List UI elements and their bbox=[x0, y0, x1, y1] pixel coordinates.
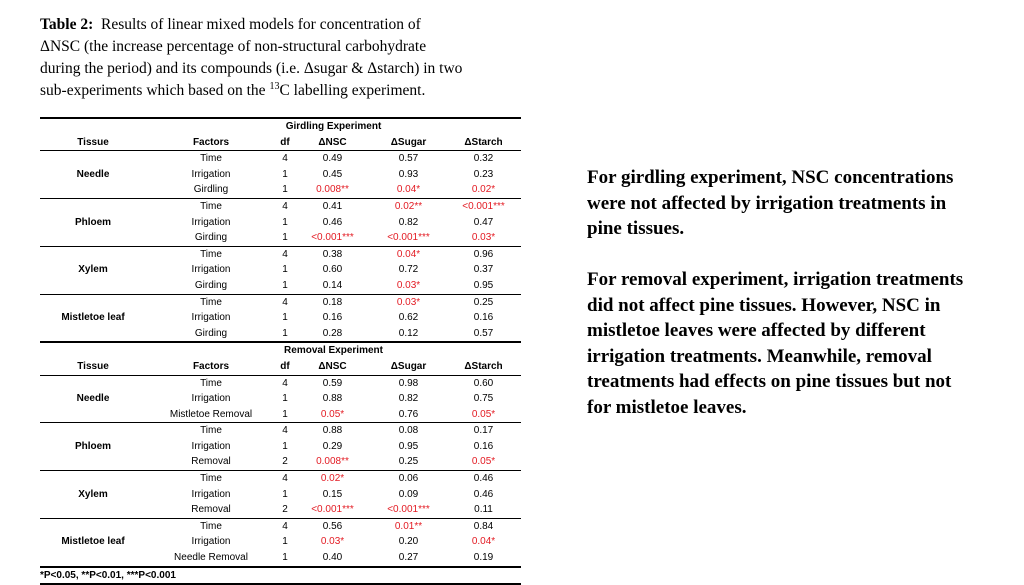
tissue-cell: Phloem bbox=[74, 440, 112, 452]
nsc-pvalue-cell: 0.008** bbox=[316, 456, 349, 468]
tissue-cell: Xylem bbox=[78, 488, 108, 500]
starch-pvalue-cell: 0.46 bbox=[473, 488, 494, 500]
factor-cell: Time bbox=[146, 518, 276, 534]
nsc-pvalue-cell: <0.001*** bbox=[311, 504, 354, 516]
df-cell: 4 bbox=[276, 423, 294, 439]
factor-cell: Irrigation bbox=[191, 264, 231, 276]
tissue-cell: Mistletoe leaf bbox=[61, 536, 125, 548]
table-row bbox=[40, 326, 521, 343]
df-cell: 1 bbox=[282, 264, 288, 276]
starch-pvalue-cell: <0.001*** bbox=[446, 198, 521, 214]
starch-pvalue-cell: 0.16 bbox=[473, 440, 494, 452]
starch-pvalue-cell: 0.75 bbox=[473, 393, 494, 405]
sugar-pvalue-cell: 0.09 bbox=[398, 488, 419, 500]
sugar-pvalue-cell: 0.03* bbox=[371, 294, 446, 310]
footnote-row bbox=[40, 567, 521, 585]
header-df: df bbox=[276, 135, 294, 151]
table-row bbox=[40, 487, 521, 503]
nsc-pvalue-cell: 0.88 bbox=[294, 423, 371, 439]
factor-cell: Girding bbox=[194, 327, 228, 339]
empty-cell bbox=[40, 342, 146, 359]
table-row bbox=[40, 502, 521, 518]
header-nsc: ΔNSC bbox=[294, 135, 371, 151]
factor-cell: Irrigation bbox=[191, 440, 231, 452]
sugar-pvalue-cell: 0.76 bbox=[398, 408, 419, 420]
tissue-cell: Mistletoe leaf bbox=[61, 312, 125, 324]
tissue-cell bbox=[40, 407, 146, 423]
table-row bbox=[40, 550, 521, 567]
df-cell: 1 bbox=[282, 536, 288, 548]
table-row bbox=[40, 454, 521, 470]
sugar-pvalue-cell: 0.02** bbox=[371, 198, 446, 214]
sugar-pvalue-cell: 0.04* bbox=[396, 184, 421, 196]
header-starch: ΔStarch bbox=[446, 135, 521, 151]
sugar-pvalue-cell: 0.04* bbox=[371, 246, 446, 262]
df-cell: 4 bbox=[282, 377, 288, 389]
df-cell: 1 bbox=[282, 312, 288, 324]
tissue-cell bbox=[40, 550, 146, 567]
starch-pvalue-cell: 0.46 bbox=[446, 471, 521, 487]
table-row bbox=[40, 215, 521, 231]
caption-label: Table 2: bbox=[40, 16, 94, 33]
tissue-cell bbox=[40, 246, 146, 262]
caption-line2: ΔNSC (the increase percentage of non-structural carbohydrate bbox=[40, 38, 427, 55]
nsc-pvalue-cell: 0.38 bbox=[294, 246, 371, 262]
starch-pvalue-cell: 0.25 bbox=[446, 294, 521, 310]
df-cell: 4 bbox=[276, 198, 294, 214]
df-cell: 1 bbox=[282, 279, 288, 291]
tissue-cell bbox=[40, 182, 146, 198]
nsc-pvalue-cell: 0.29 bbox=[322, 440, 343, 452]
caption-line1: Results of linear mixed models for concentration of bbox=[101, 16, 421, 33]
girdling-note: For girdling experiment, NSC concentrations were not affected by irrigation treatments in pine tissues. bbox=[587, 167, 954, 240]
sugar-pvalue-cell: 0.01** bbox=[371, 518, 446, 534]
table-row bbox=[40, 151, 521, 167]
sugar-pvalue-cell: <0.001*** bbox=[387, 232, 430, 244]
tissue-cell bbox=[40, 471, 146, 487]
starch-pvalue-cell: 0.37 bbox=[473, 264, 494, 276]
nsc-pvalue-cell: 0.41 bbox=[294, 198, 371, 214]
results-table-body bbox=[40, 118, 521, 584]
starch-pvalue-cell: 0.05* bbox=[471, 408, 496, 420]
nsc-pvalue-cell: 0.15 bbox=[322, 488, 343, 500]
sugar-pvalue-cell: 0.03* bbox=[396, 279, 421, 291]
factor-cell: Irrigation bbox=[191, 536, 231, 548]
df-cell: 4 bbox=[276, 294, 294, 310]
sugar-pvalue-cell: 0.95 bbox=[398, 440, 419, 452]
nsc-pvalue-cell: 0.46 bbox=[322, 216, 343, 228]
header-factor: Factors bbox=[146, 359, 276, 375]
sugar-pvalue-cell: 0.72 bbox=[398, 264, 419, 276]
starch-pvalue-cell: 0.95 bbox=[473, 279, 494, 291]
header-sugar: ΔSugar bbox=[371, 359, 446, 375]
table-row bbox=[40, 407, 521, 423]
table-row bbox=[40, 471, 521, 487]
table-caption bbox=[40, 14, 520, 102]
factor-cell: Removal bbox=[191, 504, 231, 516]
tissue-cell bbox=[40, 518, 146, 534]
nsc-pvalue-cell: 0.02* bbox=[294, 471, 371, 487]
sugar-pvalue-cell: 0.98 bbox=[398, 377, 419, 389]
starch-pvalue-cell: 0.04* bbox=[471, 536, 496, 548]
starch-pvalue-cell: 0.32 bbox=[473, 153, 494, 165]
starch-pvalue-cell: 0.02* bbox=[471, 184, 496, 196]
factor-cell: Removal bbox=[191, 456, 231, 468]
sugar-pvalue-cell: 0.82 bbox=[398, 216, 419, 228]
empty-cell bbox=[40, 118, 146, 135]
caption-superscript: 13 bbox=[269, 80, 280, 92]
df-cell: 1 bbox=[282, 216, 288, 228]
header-starch: ΔStarch bbox=[446, 359, 521, 375]
caption-line4-post: C labelling experiment. bbox=[279, 82, 426, 99]
header-sugar: ΔSugar bbox=[371, 135, 446, 151]
table-row bbox=[40, 230, 521, 246]
tissue-cell bbox=[40, 423, 146, 439]
nsc-pvalue-cell: 0.28 bbox=[322, 327, 343, 339]
factor-cell: Mistletoe Removal bbox=[169, 408, 253, 420]
sugar-pvalue-cell: 0.93 bbox=[398, 168, 419, 180]
tissue-cell bbox=[40, 294, 146, 310]
df-cell: 1 bbox=[282, 488, 288, 500]
df-cell: 1 bbox=[282, 327, 288, 339]
starch-pvalue-cell: 0.03* bbox=[471, 232, 496, 244]
factor-cell: Irrigation bbox=[191, 168, 231, 180]
table-row bbox=[40, 262, 521, 278]
factor-cell: Irrigation bbox=[191, 216, 231, 228]
factor-cell: Time bbox=[146, 294, 276, 310]
starch-pvalue-cell: 0.23 bbox=[473, 168, 494, 180]
factor-cell: Girding bbox=[194, 232, 228, 244]
caption-line4-pre: sub-experiments which based on the bbox=[40, 82, 270, 99]
starch-pvalue-cell: 0.84 bbox=[446, 518, 521, 534]
df-cell: 4 bbox=[276, 246, 294, 262]
tissue-cell bbox=[40, 375, 146, 391]
df-cell: 4 bbox=[282, 153, 288, 165]
starch-pvalue-cell: 0.96 bbox=[446, 246, 521, 262]
tissue-cell: Needle bbox=[76, 168, 110, 180]
sugar-pvalue-cell: <0.001*** bbox=[387, 504, 430, 516]
header-tissue: Tissue bbox=[40, 359, 146, 375]
nsc-pvalue-cell: 0.56 bbox=[294, 518, 371, 534]
column-header-row bbox=[40, 359, 521, 375]
df-cell: 4 bbox=[276, 471, 294, 487]
df-cell: 1 bbox=[282, 232, 288, 244]
nsc-pvalue-cell: 0.49 bbox=[322, 153, 343, 165]
nsc-pvalue-cell: 0.59 bbox=[322, 377, 343, 389]
significance-footnote: *P<0.05, **P<0.01, ***P<0.001 bbox=[40, 567, 521, 585]
tissue-cell bbox=[40, 502, 146, 518]
nsc-pvalue-cell: 0.16 bbox=[322, 312, 343, 324]
df-cell: 4 bbox=[276, 518, 294, 534]
starch-pvalue-cell: 0.57 bbox=[473, 327, 494, 339]
girdling-section-title: Girdling Experiment bbox=[146, 118, 521, 135]
table-row bbox=[40, 534, 521, 550]
table-row bbox=[40, 198, 521, 214]
sugar-pvalue-cell: 0.25 bbox=[398, 456, 419, 468]
nsc-pvalue-cell: <0.001*** bbox=[311, 232, 354, 244]
df-cell: 1 bbox=[282, 408, 288, 420]
nsc-pvalue-cell: 0.60 bbox=[322, 264, 343, 276]
header-factor: Factors bbox=[146, 135, 276, 151]
factor-cell: Girding bbox=[194, 279, 228, 291]
header-nsc: ΔNSC bbox=[294, 359, 371, 375]
df-cell: 2 bbox=[282, 504, 288, 516]
removal-section-title-row bbox=[40, 342, 521, 359]
table-row bbox=[40, 167, 521, 183]
sugar-pvalue-cell: 0.62 bbox=[398, 312, 419, 324]
nsc-pvalue-cell: 0.18 bbox=[294, 294, 371, 310]
nsc-pvalue-cell: 0.88 bbox=[322, 393, 343, 405]
tissue-cell bbox=[40, 151, 146, 167]
removal-section-title: Removal Experiment bbox=[146, 342, 521, 359]
tissue-cell: Needle bbox=[76, 393, 110, 405]
header-tissue: Tissue bbox=[40, 135, 146, 151]
nsc-pvalue-cell: 0.008** bbox=[316, 184, 349, 196]
starch-pvalue-cell: 0.17 bbox=[446, 423, 521, 439]
sugar-pvalue-cell: 0.27 bbox=[398, 552, 419, 564]
tissue-cell bbox=[40, 278, 146, 294]
nsc-pvalue-cell: 0.45 bbox=[322, 168, 343, 180]
table-row bbox=[40, 391, 521, 407]
df-cell: 1 bbox=[282, 393, 288, 405]
tissue-cell: Xylem bbox=[78, 264, 108, 276]
df-cell: 1 bbox=[282, 184, 288, 196]
df-cell: 1 bbox=[282, 440, 288, 452]
tissue-cell bbox=[40, 454, 146, 470]
df-cell: 2 bbox=[282, 456, 288, 468]
df-cell: 1 bbox=[282, 168, 288, 180]
sugar-pvalue-cell: 0.20 bbox=[398, 536, 419, 548]
sugar-pvalue-cell: 0.08 bbox=[371, 423, 446, 439]
sugar-pvalue-cell: 0.12 bbox=[398, 327, 419, 339]
results-table bbox=[40, 117, 521, 585]
table-row bbox=[40, 439, 521, 455]
factor-cell: Time bbox=[146, 198, 276, 214]
starch-pvalue-cell: 0.19 bbox=[473, 552, 494, 564]
table-row bbox=[40, 246, 521, 262]
factor-cell: Irrigation bbox=[191, 393, 231, 405]
table-row bbox=[40, 278, 521, 294]
starch-pvalue-cell: 0.47 bbox=[473, 216, 494, 228]
starch-pvalue-cell: 0.11 bbox=[474, 504, 493, 516]
factor-cell: Irrigation bbox=[191, 488, 231, 500]
factor-cell: Time bbox=[200, 377, 222, 389]
nsc-pvalue-cell: 0.03* bbox=[320, 536, 345, 548]
factor-cell: Needle Removal bbox=[174, 552, 248, 564]
df-cell: 1 bbox=[282, 552, 288, 564]
factor-cell: Time bbox=[146, 246, 276, 262]
caption-line3: during the period) and its compounds (i.e. Δsugar & Δstarch) in two bbox=[40, 60, 463, 77]
tissue-cell: Phloem bbox=[74, 216, 112, 228]
factor-cell: Time bbox=[146, 471, 276, 487]
tissue-cell bbox=[40, 230, 146, 246]
starch-pvalue-cell: 0.60 bbox=[473, 377, 494, 389]
tissue-cell bbox=[40, 198, 146, 214]
header-df: df bbox=[276, 359, 294, 375]
nsc-pvalue-cell: 0.05* bbox=[320, 408, 345, 420]
sugar-pvalue-cell: 0.06 bbox=[371, 471, 446, 487]
table-row bbox=[40, 375, 521, 391]
table-row bbox=[40, 310, 521, 326]
factor-cell: Time bbox=[146, 423, 276, 439]
sugar-pvalue-cell: 0.57 bbox=[398, 153, 419, 165]
table-row bbox=[40, 518, 521, 534]
factor-cell: Girdling bbox=[193, 184, 229, 196]
nsc-pvalue-cell: 0.14 bbox=[322, 279, 343, 291]
factor-cell: Time bbox=[200, 153, 222, 165]
girdling-section-title-row bbox=[40, 118, 521, 135]
nsc-pvalue-cell: 0.40 bbox=[322, 552, 343, 564]
removal-note: For removal experiment, irrigation treatments did not affect pine tissues. However, NSC in mistletoe leaves were affected by different irrigation treatments. Meanwhile, removal treatments had effects on pine tissues but not for mistletoe leaves. bbox=[587, 269, 964, 418]
sugar-pvalue-cell: 0.82 bbox=[398, 393, 419, 405]
table-row bbox=[40, 294, 521, 310]
table-row bbox=[40, 182, 521, 198]
tissue-cell bbox=[40, 326, 146, 343]
table-row bbox=[40, 423, 521, 439]
starch-pvalue-cell: 0.05* bbox=[471, 456, 496, 468]
starch-pvalue-cell: 0.16 bbox=[473, 312, 494, 324]
column-header-row bbox=[40, 135, 521, 151]
factor-cell: Irrigation bbox=[191, 312, 231, 324]
